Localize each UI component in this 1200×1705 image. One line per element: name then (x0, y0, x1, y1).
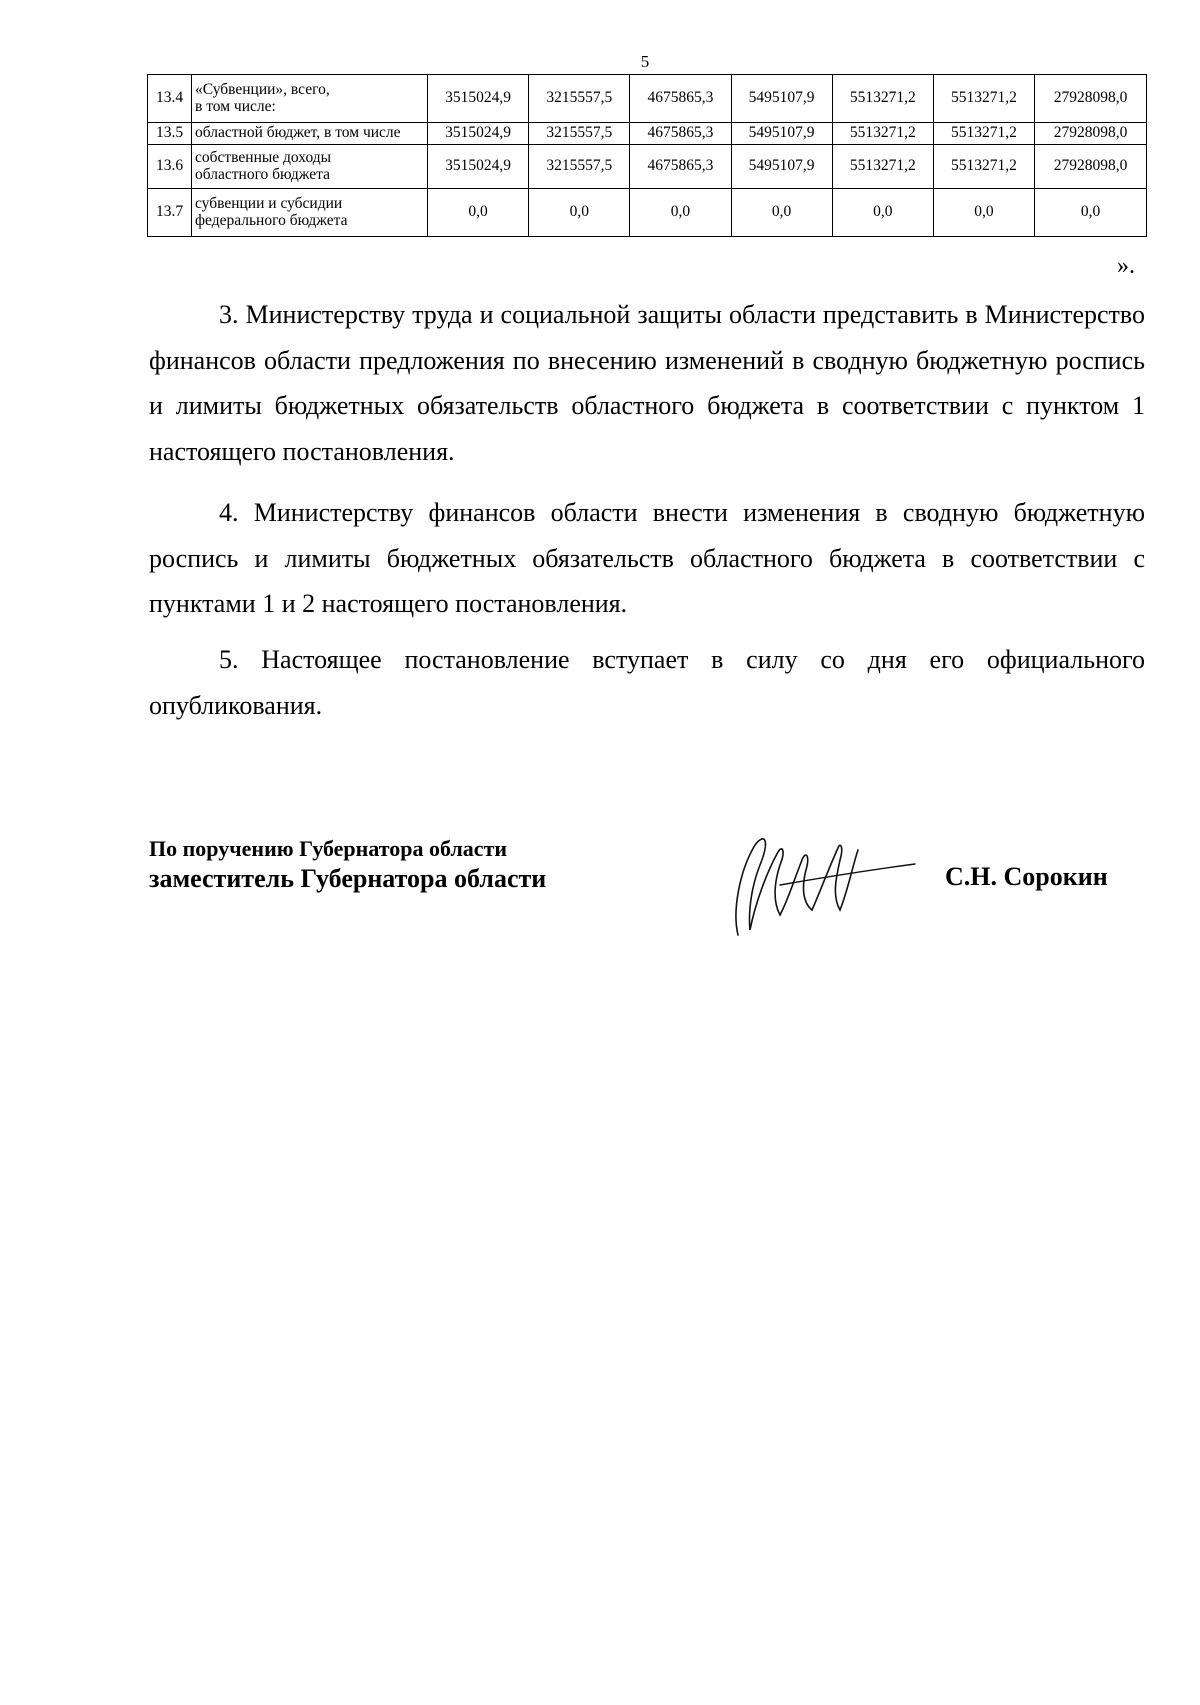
value-cell: 27928098,0 (1035, 123, 1147, 145)
row-number-cell: 13.6 (148, 145, 192, 189)
value-cell: 4675865,3 (630, 145, 731, 189)
signature-position-line: заместитель Губернатора области (149, 864, 547, 893)
signature-authority-line: По поручению Губернатора области (149, 836, 508, 861)
value-cell: 27928098,0 (1035, 145, 1147, 189)
value-cell: 3515024,9 (428, 145, 529, 189)
value-cell: 0,0 (630, 189, 731, 237)
budget-table (147, 74, 1147, 237)
value-cell: 3215557,5 (529, 123, 630, 145)
value-cell: 5495107,9 (731, 123, 832, 145)
row-label-cell: областной бюджет, в том числе (192, 123, 428, 145)
value-cell: 5513271,2 (832, 123, 933, 145)
page-number: 5 (640, 52, 650, 71)
value-cell: 0,0 (529, 189, 630, 237)
value-cell: 4675865,3 (630, 75, 731, 123)
value-cell: 5513271,2 (832, 75, 933, 123)
value-cell: 27928098,0 (1035, 75, 1147, 123)
value-cell: 5495107,9 (731, 145, 832, 189)
value-cell: 0,0 (933, 189, 1034, 237)
row-label-cell: «Субвенции», всего, в том числе: (192, 75, 428, 123)
paragraph-4 (149, 490, 1145, 627)
value-cell: 0,0 (731, 189, 832, 237)
row-number-cell: 13.5 (148, 123, 192, 145)
value-cell: 0,0 (832, 189, 933, 237)
value-cell: 4675865,3 (630, 123, 731, 145)
value-cell: 5513271,2 (933, 123, 1034, 145)
row-number-cell: 13.7 (148, 189, 192, 237)
paragraph-3-text: 3. Министерству труда и социальной защиты области представить в Министерство финансов области предложения по внесению изменений в сводную бюджетную роспись и лимиты бюджетных обязательств областного бюджета в соответствии с пунктом 1 настоящего постановления. (149, 300, 1145, 466)
row-number-cell: 13.4 (148, 75, 192, 123)
paragraph-5 (149, 637, 1145, 728)
value-cell: 3515024,9 (428, 75, 529, 123)
budget-table-body (148, 75, 1147, 237)
signatory-name: С.Н. Сорокин (945, 862, 1108, 891)
table-row (148, 123, 1147, 145)
paragraph-5-text: 5. Настоящее постановление вступает в силу со дня его официального опубликования. (149, 645, 1145, 720)
table-row (148, 75, 1147, 123)
value-cell: 5513271,2 (933, 75, 1034, 123)
value-cell: 3215557,5 (529, 75, 630, 123)
table-row (148, 189, 1147, 237)
handwritten-signature (720, 830, 920, 940)
value-cell: 5495107,9 (731, 75, 832, 123)
value-cell: 5513271,2 (832, 145, 933, 189)
table-row (148, 145, 1147, 189)
value-cell: 0,0 (1035, 189, 1147, 237)
paragraph-3 (149, 292, 1145, 474)
value-cell: 3215557,5 (529, 145, 630, 189)
row-label-cell: субвенции и субсидии федерального бюджета (192, 189, 428, 237)
value-cell: 5513271,2 (933, 145, 1034, 189)
value-cell: 0,0 (428, 189, 529, 237)
closing-quote: ». (1117, 253, 1135, 279)
row-label-cell: собственные доходы областного бюджета (192, 145, 428, 189)
paragraph-4-text: 4. Министерству финансов области внести изменения в сводную бюджетную роспись и лимиты бюджетных обязательств областного бюджета в соответствии с пунктами 1 и 2 настоящего постановления. (149, 498, 1145, 618)
value-cell: 3515024,9 (428, 123, 529, 145)
